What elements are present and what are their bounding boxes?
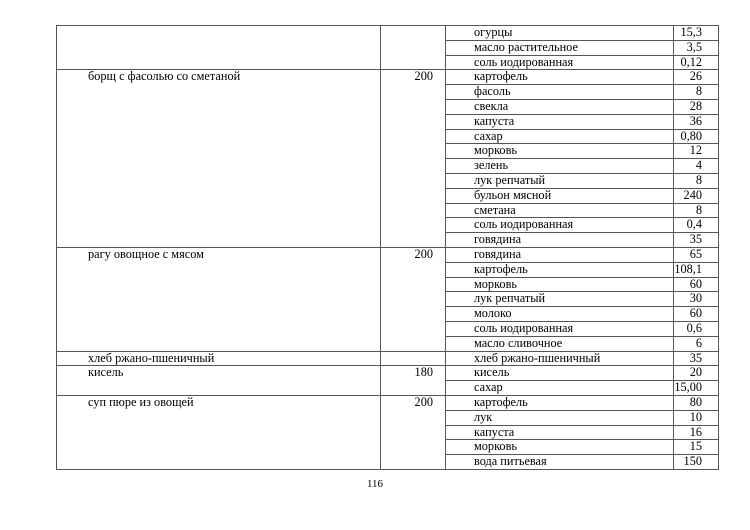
ingredient-quantity: 60 [674, 277, 719, 292]
ingredient-name: картофель [446, 262, 674, 277]
ingredient-quantity: 10 [674, 410, 719, 425]
dish-name: рагу овощное с мясом [57, 247, 381, 351]
recipe-table-body [57, 26, 719, 470]
ingredient-name: капуста [446, 114, 674, 129]
dish-yield: 180 [381, 366, 446, 396]
ingredient-quantity: 0,4 [674, 218, 719, 233]
ingredient-quantity: 60 [674, 307, 719, 322]
ingredient-name: лук репчатый [446, 173, 674, 188]
ingredient-quantity: 80 [674, 395, 719, 410]
ingredient-name: вода питьевая [446, 455, 674, 470]
ingredient-name: морковь [446, 277, 674, 292]
ingredient-quantity: 16 [674, 425, 719, 440]
ingredient-quantity: 0,12 [674, 55, 719, 70]
ingredient-name: молоко [446, 307, 674, 322]
table-row [57, 247, 719, 262]
ingredient-quantity: 20 [674, 366, 719, 381]
ingredient-name: капуста [446, 425, 674, 440]
ingredient-name: картофель [446, 395, 674, 410]
ingredient-quantity: 4 [674, 159, 719, 174]
ingredient-quantity: 150 [674, 455, 719, 470]
ingredient-quantity: 35 [674, 351, 719, 366]
ingredient-quantity: 35 [674, 233, 719, 248]
dish-name: кисель [57, 366, 381, 396]
ingredient-name: морковь [446, 440, 674, 455]
ingredient-name: лук репчатый [446, 292, 674, 307]
ingredient-name: говядина [446, 233, 674, 248]
ingredient-quantity: 26 [674, 70, 719, 85]
ingredient-quantity: 8 [674, 173, 719, 188]
dish-name: борщ с фасолью со сметаной [57, 70, 381, 248]
ingredient-name: сахар [446, 381, 674, 396]
ingredient-name: свекла [446, 99, 674, 114]
dish-name [57, 26, 381, 70]
ingredient-quantity: 36 [674, 114, 719, 129]
ingredient-quantity: 0,6 [674, 321, 719, 336]
table-row [57, 395, 719, 410]
table-row [57, 70, 719, 85]
ingredient-name: соль иодированная [446, 321, 674, 336]
ingredient-name: фасоль [446, 85, 674, 100]
table-row [57, 26, 719, 41]
ingredient-quantity: 3,5 [674, 40, 719, 55]
ingredient-name: сметана [446, 203, 674, 218]
ingredient-quantity: 108,1 [674, 262, 719, 277]
dish-yield: 200 [381, 395, 446, 469]
ingredient-quantity: 0,80 [674, 129, 719, 144]
ingredient-quantity: 15 [674, 440, 719, 455]
dish-yield [381, 26, 446, 70]
ingredient-quantity: 28 [674, 99, 719, 114]
ingredient-name: лук [446, 410, 674, 425]
ingredient-name: масло сливочное [446, 336, 674, 351]
recipe-table [56, 25, 719, 470]
dish-yield: 200 [381, 70, 446, 248]
dish-name: хлеб ржано-пшеничный [57, 351, 381, 366]
ingredient-name: зелень [446, 159, 674, 174]
ingredient-quantity: 6 [674, 336, 719, 351]
ingredient-quantity: 30 [674, 292, 719, 307]
ingredient-quantity: 15,3 [674, 26, 719, 41]
ingredient-quantity: 240 [674, 188, 719, 203]
page-number: 116 [366, 478, 384, 490]
ingredient-name: огурцы [446, 26, 674, 41]
ingredient-name: морковь [446, 144, 674, 159]
ingredient-quantity: 8 [674, 85, 719, 100]
ingredient-name: говядина [446, 247, 674, 262]
ingredient-quantity: 65 [674, 247, 719, 262]
ingredient-name: хлеб ржано-пшеничный [446, 351, 674, 366]
dish-yield: 200 [381, 247, 446, 351]
dish-name: суп пюре из овощей [57, 395, 381, 469]
table-row [57, 366, 719, 381]
ingredient-name: картофель [446, 70, 674, 85]
ingredient-name: соль иодированная [446, 218, 674, 233]
ingredient-quantity: 12 [674, 144, 719, 159]
ingredient-name: сахар [446, 129, 674, 144]
ingredient-quantity: 15,00 [674, 381, 719, 396]
ingredient-name: масло растительное [446, 40, 674, 55]
ingredient-name: бульон мясной [446, 188, 674, 203]
ingredient-name: соль иодированная [446, 55, 674, 70]
dish-yield [381, 351, 446, 366]
ingredient-name: кисель [446, 366, 674, 381]
table-row [57, 351, 719, 366]
ingredient-quantity: 8 [674, 203, 719, 218]
